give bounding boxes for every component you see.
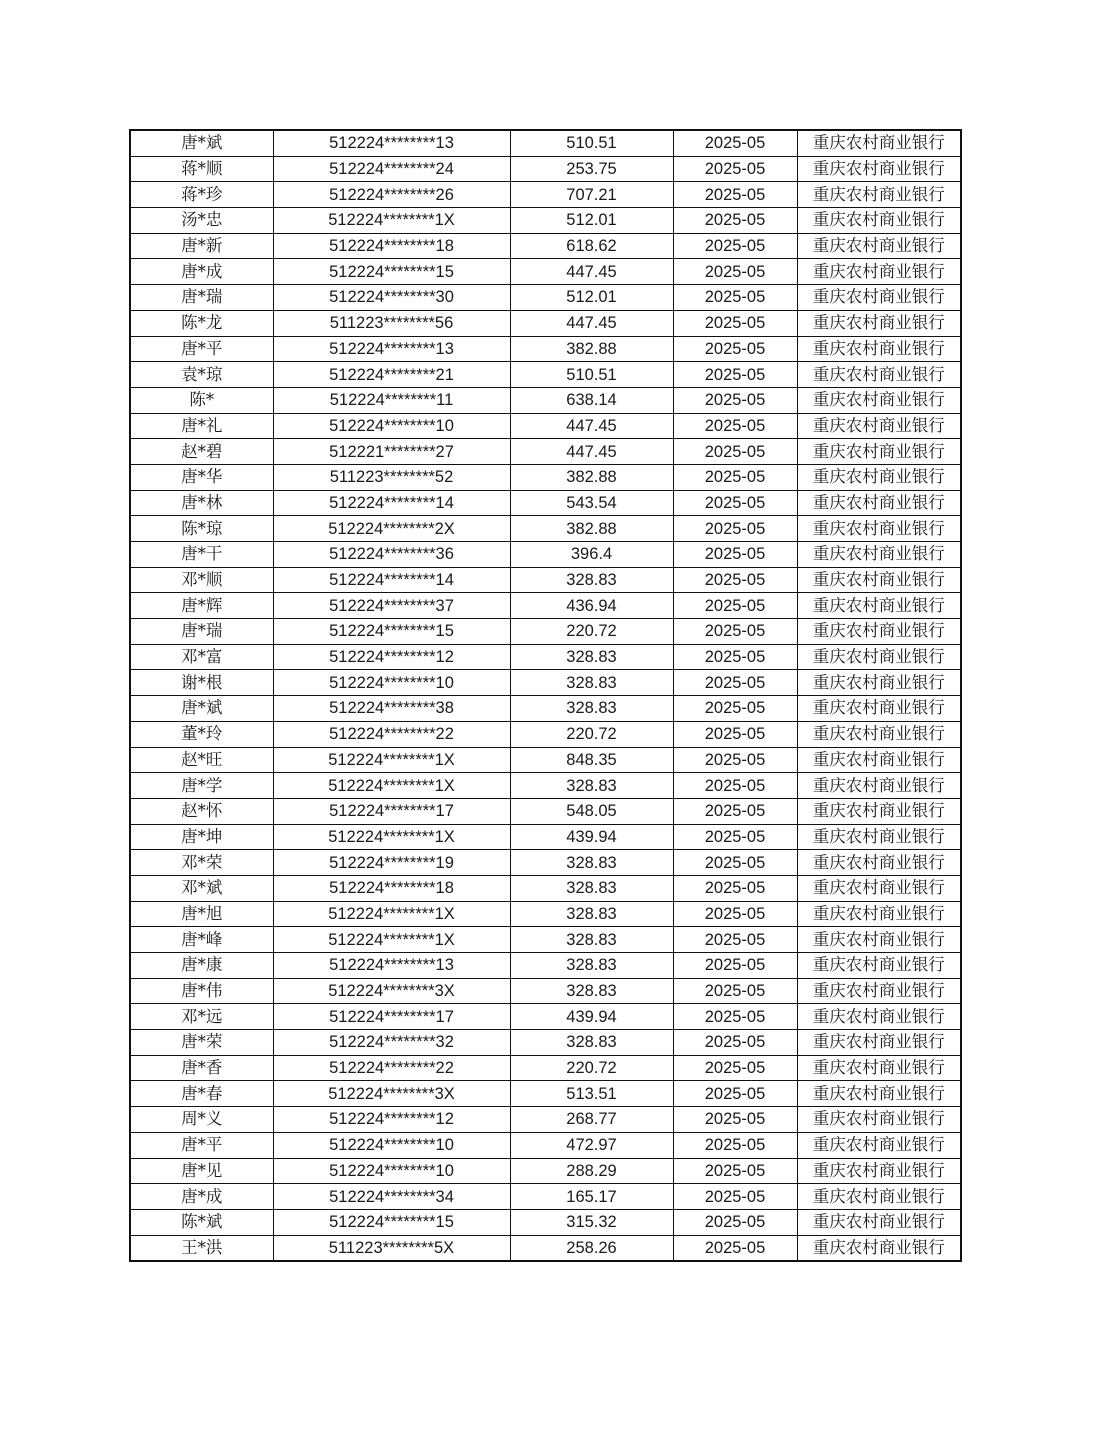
- bank-cell: 重庆农村商业银行: [797, 901, 961, 927]
- id-number-cell: 512224********13: [273, 953, 510, 979]
- period-cell: 2025-05: [673, 464, 797, 490]
- table-row: [130, 233, 961, 259]
- period-cell: 2025-05: [673, 1030, 797, 1056]
- period-cell: 2025-05: [673, 516, 797, 542]
- amount-cell: 328.83: [510, 850, 673, 876]
- amount-cell: 382.88: [510, 464, 673, 490]
- period-cell: 2025-05: [673, 619, 797, 645]
- amount-cell: 268.77: [510, 1107, 673, 1133]
- name-cell: 唐*辉: [130, 593, 273, 619]
- name-cell: 唐*峰: [130, 927, 273, 953]
- period-cell: 2025-05: [673, 233, 797, 259]
- name-cell: 唐*新: [130, 233, 273, 259]
- name-cell: 唐*礼: [130, 413, 273, 439]
- amount-cell: 512.01: [510, 208, 673, 234]
- bank-cell: 重庆农村商业银行: [797, 387, 961, 413]
- id-number-cell: 512224********24: [273, 156, 510, 182]
- bank-cell: 重庆农村商业银行: [797, 362, 961, 388]
- amount-cell: 253.75: [510, 156, 673, 182]
- table-row: [130, 747, 961, 773]
- amount-cell: 328.83: [510, 901, 673, 927]
- amount-cell: 439.94: [510, 824, 673, 850]
- bank-cell: 重庆农村商业银行: [797, 644, 961, 670]
- name-cell: 蒋*顺: [130, 156, 273, 182]
- amount-cell: 707.21: [510, 182, 673, 208]
- amount-cell: 472.97: [510, 1132, 673, 1158]
- id-number-cell: 512224********34: [273, 1184, 510, 1210]
- bank-cell: 重庆农村商业银行: [797, 413, 961, 439]
- table-row: [130, 1030, 961, 1056]
- id-number-cell: 512224********11: [273, 387, 510, 413]
- name-cell: 谢*根: [130, 670, 273, 696]
- bank-cell: 重庆农村商业银行: [797, 1004, 961, 1030]
- amount-cell: 548.05: [510, 798, 673, 824]
- amount-cell: 382.88: [510, 336, 673, 362]
- table-row: [130, 773, 961, 799]
- period-cell: 2025-05: [673, 130, 797, 156]
- table-row: [130, 1235, 961, 1261]
- name-cell: 邓*荣: [130, 850, 273, 876]
- period-cell: 2025-05: [673, 875, 797, 901]
- table-row: [130, 362, 961, 388]
- name-cell: 王*洪: [130, 1235, 273, 1261]
- bank-cell: 重庆农村商业银行: [797, 670, 961, 696]
- bank-cell: 重庆农村商业银行: [797, 310, 961, 336]
- table-row: [130, 1158, 961, 1184]
- name-cell: 邓*斌: [130, 875, 273, 901]
- period-cell: 2025-05: [673, 953, 797, 979]
- bank-cell: 重庆农村商业银行: [797, 619, 961, 645]
- amount-cell: 638.14: [510, 387, 673, 413]
- table-row: [130, 670, 961, 696]
- id-number-cell: 512224********14: [273, 567, 510, 593]
- amount-cell: 315.32: [510, 1209, 673, 1235]
- period-cell: 2025-05: [673, 593, 797, 619]
- period-cell: 2025-05: [673, 670, 797, 696]
- bank-cell: 重庆农村商业银行: [797, 233, 961, 259]
- bank-cell: 重庆农村商业银行: [797, 1235, 961, 1261]
- amount-cell: 220.72: [510, 721, 673, 747]
- name-cell: 唐*干: [130, 542, 273, 568]
- amount-cell: 220.72: [510, 619, 673, 645]
- bank-cell: 重庆农村商业银行: [797, 439, 961, 465]
- amount-cell: 439.94: [510, 1004, 673, 1030]
- id-number-cell: 512224********10: [273, 413, 510, 439]
- name-cell: 赵*碧: [130, 439, 273, 465]
- name-cell: 唐*瑞: [130, 285, 273, 311]
- name-cell: 唐*林: [130, 490, 273, 516]
- bank-cell: 重庆农村商业银行: [797, 593, 961, 619]
- period-cell: 2025-05: [673, 721, 797, 747]
- period-cell: 2025-05: [673, 1081, 797, 1107]
- period-cell: 2025-05: [673, 798, 797, 824]
- bank-cell: 重庆农村商业银行: [797, 875, 961, 901]
- period-cell: 2025-05: [673, 362, 797, 388]
- name-cell: 邓*富: [130, 644, 273, 670]
- table-row: [130, 490, 961, 516]
- id-number-cell: 512224********18: [273, 875, 510, 901]
- table-row: [130, 516, 961, 542]
- amount-cell: 328.83: [510, 567, 673, 593]
- amount-cell: 328.83: [510, 1030, 673, 1056]
- period-cell: 2025-05: [673, 644, 797, 670]
- amount-cell: 328.83: [510, 696, 673, 722]
- name-cell: 唐*华: [130, 464, 273, 490]
- table-row: [130, 387, 961, 413]
- table-row: [130, 542, 961, 568]
- period-cell: 2025-05: [673, 747, 797, 773]
- table-row: [130, 721, 961, 747]
- bank-cell: 重庆农村商业银行: [797, 978, 961, 1004]
- amount-cell: 618.62: [510, 233, 673, 259]
- id-number-cell: 512224********32: [273, 1030, 510, 1056]
- bank-cell: 重庆农村商业银行: [797, 285, 961, 311]
- bank-cell: 重庆农村商业银行: [797, 336, 961, 362]
- id-number-cell: 512224********12: [273, 1107, 510, 1133]
- period-cell: 2025-05: [673, 259, 797, 285]
- id-number-cell: 512224********22: [273, 721, 510, 747]
- bank-cell: 重庆农村商业银行: [797, 1209, 961, 1235]
- id-number-cell: 512224********14: [273, 490, 510, 516]
- table-row: [130, 464, 961, 490]
- table-row: [130, 1081, 961, 1107]
- name-cell: 唐*瑞: [130, 619, 273, 645]
- amount-cell: 396.4: [510, 542, 673, 568]
- table-row: [130, 619, 961, 645]
- id-number-cell: 512224********36: [273, 542, 510, 568]
- name-cell: 袁*琼: [130, 362, 273, 388]
- amount-cell: 436.94: [510, 593, 673, 619]
- bank-cell: 重庆农村商业银行: [797, 1132, 961, 1158]
- period-cell: 2025-05: [673, 1235, 797, 1261]
- id-number-cell: 512224********12: [273, 644, 510, 670]
- table-row: [130, 1004, 961, 1030]
- name-cell: 蒋*珍: [130, 182, 273, 208]
- period-cell: 2025-05: [673, 310, 797, 336]
- name-cell: 陈*龙: [130, 310, 273, 336]
- table-row: [130, 927, 961, 953]
- payment-roster-table: [129, 129, 962, 1262]
- name-cell: 唐*斌: [130, 696, 273, 722]
- table-row: [130, 696, 961, 722]
- table-row: [130, 1209, 961, 1235]
- period-cell: 2025-05: [673, 413, 797, 439]
- period-cell: 2025-05: [673, 978, 797, 1004]
- name-cell: 周*义: [130, 1107, 273, 1133]
- id-number-cell: 512224********13: [273, 336, 510, 362]
- bank-cell: 重庆农村商业银行: [797, 1184, 961, 1210]
- bank-cell: 重庆农村商业银行: [797, 927, 961, 953]
- table-row: [130, 1055, 961, 1081]
- name-cell: 唐*康: [130, 953, 273, 979]
- table-row: [130, 901, 961, 927]
- amount-cell: 328.83: [510, 773, 673, 799]
- period-cell: 2025-05: [673, 567, 797, 593]
- amount-cell: 288.29: [510, 1158, 673, 1184]
- period-cell: 2025-05: [673, 696, 797, 722]
- period-cell: 2025-05: [673, 490, 797, 516]
- period-cell: 2025-05: [673, 1004, 797, 1030]
- bank-cell: 重庆农村商业银行: [797, 542, 961, 568]
- amount-cell: 328.83: [510, 927, 673, 953]
- bank-cell: 重庆农村商业银行: [797, 747, 961, 773]
- id-number-cell: 512224********10: [273, 1132, 510, 1158]
- bank-cell: 重庆农村商业银行: [797, 850, 961, 876]
- name-cell: 赵*怀: [130, 798, 273, 824]
- name-cell: 唐*旭: [130, 901, 273, 927]
- period-cell: 2025-05: [673, 927, 797, 953]
- amount-cell: 328.83: [510, 644, 673, 670]
- id-number-cell: 512224********3X: [273, 1081, 510, 1107]
- bank-cell: 重庆农村商业银行: [797, 1158, 961, 1184]
- name-cell: 唐*香: [130, 1055, 273, 1081]
- id-number-cell: 512224********22: [273, 1055, 510, 1081]
- name-cell: 陈*琼: [130, 516, 273, 542]
- period-cell: 2025-05: [673, 773, 797, 799]
- id-number-cell: 512224********1X: [273, 824, 510, 850]
- id-number-cell: 512224********26: [273, 182, 510, 208]
- bank-cell: 重庆农村商业银行: [797, 721, 961, 747]
- period-cell: 2025-05: [673, 824, 797, 850]
- bank-cell: 重庆农村商业银行: [797, 824, 961, 850]
- id-number-cell: 512224********18: [273, 233, 510, 259]
- id-number-cell: 512224********2X: [273, 516, 510, 542]
- name-cell: 邓*远: [130, 1004, 273, 1030]
- amount-cell: 165.17: [510, 1184, 673, 1210]
- name-cell: 汤*忠: [130, 208, 273, 234]
- id-number-cell: 512224********15: [273, 619, 510, 645]
- name-cell: 唐*荣: [130, 1030, 273, 1056]
- bank-cell: 重庆农村商业银行: [797, 696, 961, 722]
- name-cell: 董*玲: [130, 721, 273, 747]
- amount-cell: 447.45: [510, 439, 673, 465]
- name-cell: 唐*见: [130, 1158, 273, 1184]
- name-cell: 唐*坤: [130, 824, 273, 850]
- period-cell: 2025-05: [673, 850, 797, 876]
- amount-cell: 447.45: [510, 310, 673, 336]
- amount-cell: 510.51: [510, 362, 673, 388]
- id-number-cell: 512224********10: [273, 1158, 510, 1184]
- bank-cell: 重庆农村商业银行: [797, 1081, 961, 1107]
- id-number-cell: 511223********52: [273, 464, 510, 490]
- id-number-cell: 512224********15: [273, 1209, 510, 1235]
- amount-cell: 447.45: [510, 413, 673, 439]
- table-row: [130, 156, 961, 182]
- id-number-cell: 512224********17: [273, 1004, 510, 1030]
- amount-cell: 510.51: [510, 130, 673, 156]
- table-row: [130, 798, 961, 824]
- period-cell: 2025-05: [673, 1209, 797, 1235]
- period-cell: 2025-05: [673, 156, 797, 182]
- table-row: [130, 182, 961, 208]
- table-row: [130, 1184, 961, 1210]
- amount-cell: 220.72: [510, 1055, 673, 1081]
- amount-cell: 512.01: [510, 285, 673, 311]
- bank-cell: 重庆农村商业银行: [797, 773, 961, 799]
- id-number-cell: 511223********5X: [273, 1235, 510, 1261]
- amount-cell: 328.83: [510, 670, 673, 696]
- id-number-cell: 512224********1X: [273, 773, 510, 799]
- period-cell: 2025-05: [673, 542, 797, 568]
- table-row: [130, 875, 961, 901]
- id-number-cell: 512221********27: [273, 439, 510, 465]
- amount-cell: 258.26: [510, 1235, 673, 1261]
- id-number-cell: 512224********1X: [273, 208, 510, 234]
- name-cell: 邓*顺: [130, 567, 273, 593]
- table-row: [130, 130, 961, 156]
- bank-cell: 重庆农村商业银行: [797, 1030, 961, 1056]
- period-cell: 2025-05: [673, 901, 797, 927]
- table-row: [130, 850, 961, 876]
- period-cell: 2025-05: [673, 439, 797, 465]
- amount-cell: 543.54: [510, 490, 673, 516]
- id-number-cell: 512224********17: [273, 798, 510, 824]
- table-row: [130, 413, 961, 439]
- bank-cell: 重庆农村商业银行: [797, 490, 961, 516]
- id-number-cell: 512224********37: [273, 593, 510, 619]
- id-number-cell: 512224********10: [273, 670, 510, 696]
- bank-cell: 重庆农村商业银行: [797, 1055, 961, 1081]
- period-cell: 2025-05: [673, 1055, 797, 1081]
- bank-cell: 重庆农村商业银行: [797, 798, 961, 824]
- name-cell: 赵*旺: [130, 747, 273, 773]
- table-row: [130, 978, 961, 1004]
- table-row: [130, 953, 961, 979]
- id-number-cell: 512224********38: [273, 696, 510, 722]
- name-cell: 唐*成: [130, 1184, 273, 1210]
- period-cell: 2025-05: [673, 285, 797, 311]
- amount-cell: 328.83: [510, 953, 673, 979]
- period-cell: 2025-05: [673, 336, 797, 362]
- table-row: [130, 1107, 961, 1133]
- name-cell: 陈*斌: [130, 1209, 273, 1235]
- id-number-cell: 512224********19: [273, 850, 510, 876]
- table-row: [130, 567, 961, 593]
- period-cell: 2025-05: [673, 208, 797, 234]
- bank-cell: 重庆农村商业银行: [797, 259, 961, 285]
- table-body: [130, 130, 961, 1261]
- period-cell: 2025-05: [673, 1158, 797, 1184]
- name-cell: 唐*斌: [130, 130, 273, 156]
- table-row: [130, 593, 961, 619]
- bank-cell: 重庆农村商业银行: [797, 464, 961, 490]
- amount-cell: 447.45: [510, 259, 673, 285]
- bank-cell: 重庆农村商业银行: [797, 516, 961, 542]
- amount-cell: 328.83: [510, 978, 673, 1004]
- name-cell: 唐*平: [130, 336, 273, 362]
- table-row: [130, 208, 961, 234]
- id-number-cell: 512224********15: [273, 259, 510, 285]
- id-number-cell: 511223********56: [273, 310, 510, 336]
- table-row: [130, 259, 961, 285]
- id-number-cell: 512224********1X: [273, 927, 510, 953]
- name-cell: 唐*伟: [130, 978, 273, 1004]
- id-number-cell: 512224********1X: [273, 901, 510, 927]
- bank-cell: 重庆农村商业银行: [797, 130, 961, 156]
- name-cell: 唐*学: [130, 773, 273, 799]
- bank-cell: 重庆农村商业银行: [797, 567, 961, 593]
- id-number-cell: 512224********30: [273, 285, 510, 311]
- table-row: [130, 336, 961, 362]
- period-cell: 2025-05: [673, 1184, 797, 1210]
- period-cell: 2025-05: [673, 182, 797, 208]
- name-cell: 陈*: [130, 387, 273, 413]
- amount-cell: 848.35: [510, 747, 673, 773]
- id-number-cell: 512224********3X: [273, 978, 510, 1004]
- id-number-cell: 512224********13: [273, 130, 510, 156]
- bank-cell: 重庆农村商业银行: [797, 208, 961, 234]
- table-row: [130, 824, 961, 850]
- amount-cell: 513.51: [510, 1081, 673, 1107]
- amount-cell: 328.83: [510, 875, 673, 901]
- amount-cell: 382.88: [510, 516, 673, 542]
- id-number-cell: 512224********21: [273, 362, 510, 388]
- bank-cell: 重庆农村商业银行: [797, 953, 961, 979]
- period-cell: 2025-05: [673, 1132, 797, 1158]
- bank-cell: 重庆农村商业银行: [797, 1107, 961, 1133]
- period-cell: 2025-05: [673, 387, 797, 413]
- name-cell: 唐*成: [130, 259, 273, 285]
- table-row: [130, 1132, 961, 1158]
- table-row: [130, 439, 961, 465]
- period-cell: 2025-05: [673, 1107, 797, 1133]
- table-row: [130, 285, 961, 311]
- bank-cell: 重庆农村商业银行: [797, 156, 961, 182]
- table-row: [130, 644, 961, 670]
- name-cell: 唐*平: [130, 1132, 273, 1158]
- table-row: [130, 310, 961, 336]
- id-number-cell: 512224********1X: [273, 747, 510, 773]
- bank-cell: 重庆农村商业银行: [797, 182, 961, 208]
- name-cell: 唐*春: [130, 1081, 273, 1107]
